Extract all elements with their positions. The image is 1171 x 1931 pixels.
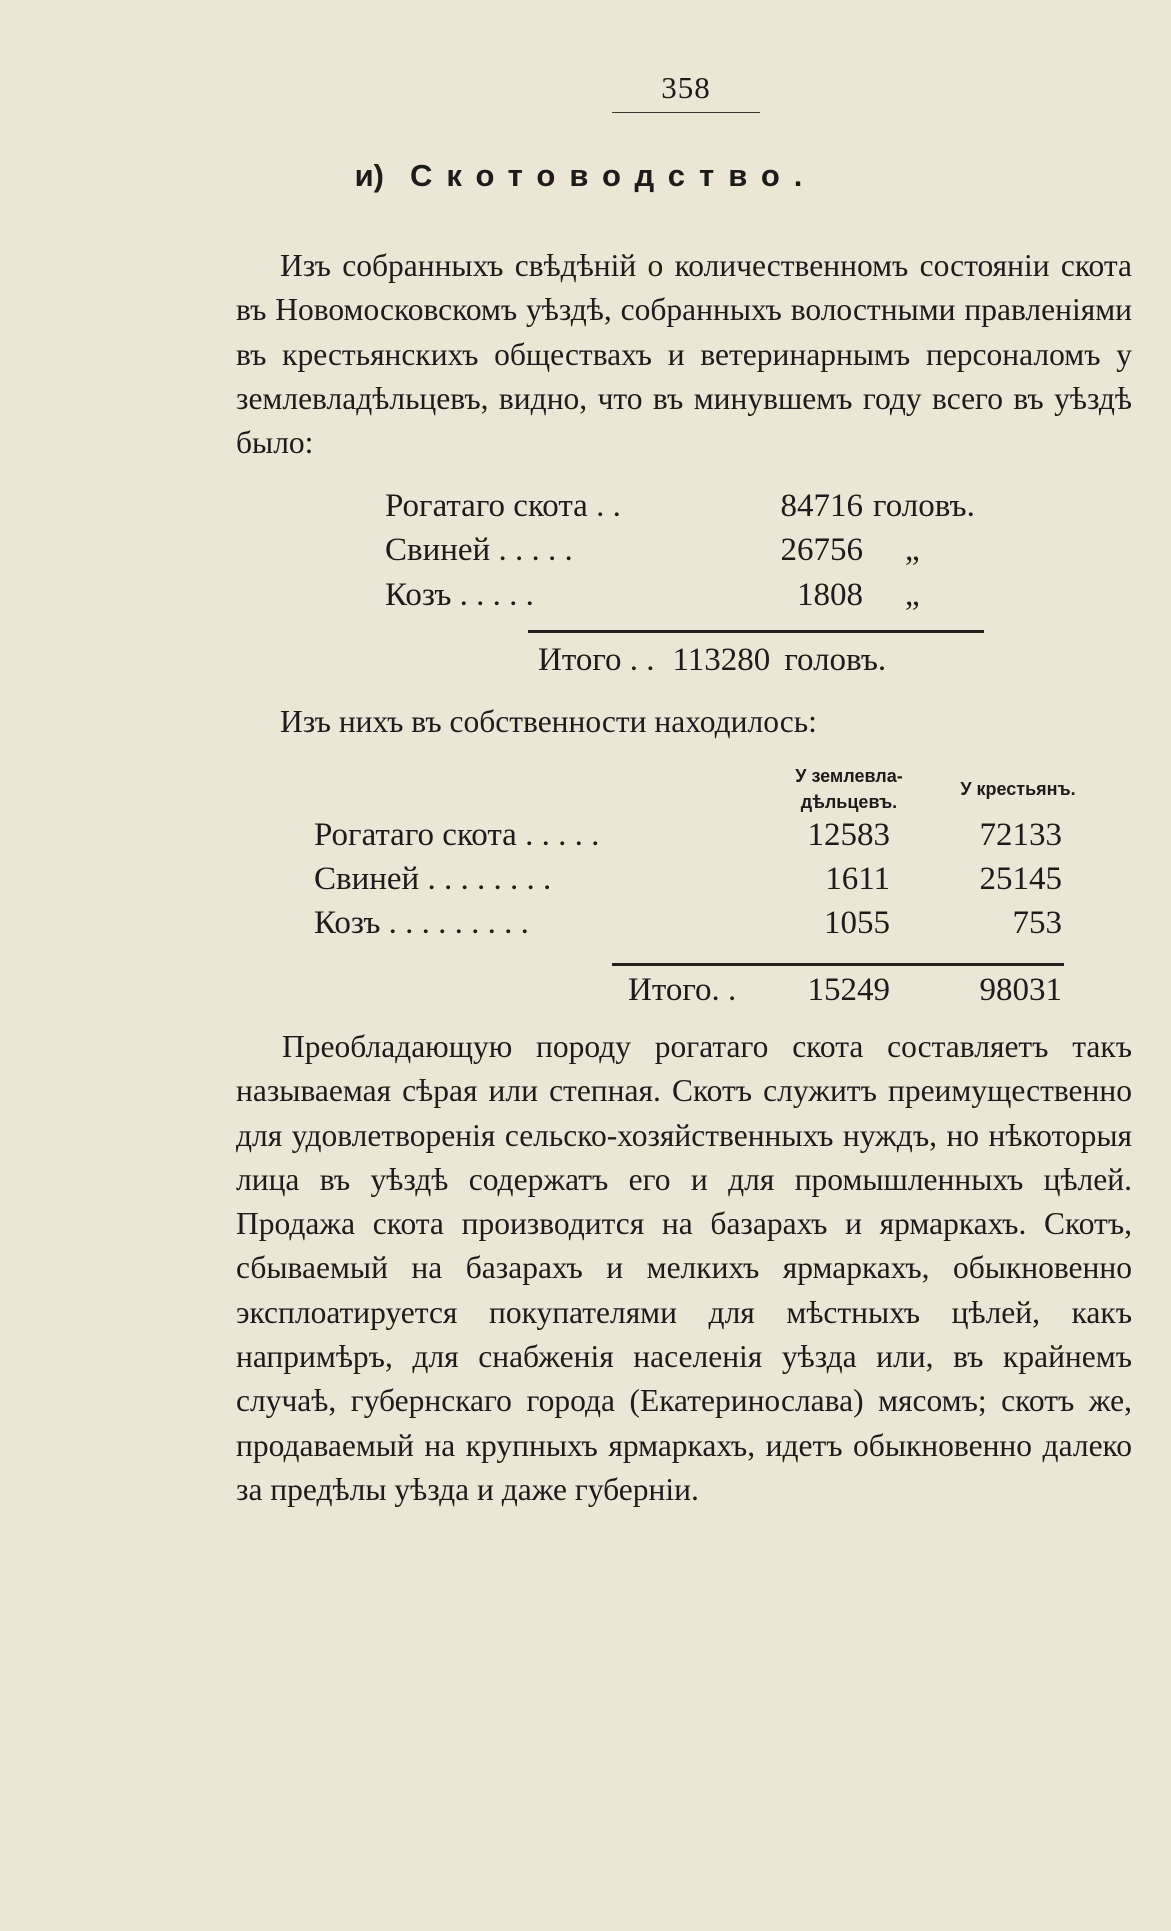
row-name: Козъ . . . . . <box>385 577 534 613</box>
sum-rule <box>612 963 1064 966</box>
total-label: Итого . . <box>538 642 655 678</box>
peasants-total: 98031 <box>979 972 1062 1008</box>
section-marker: и) <box>354 158 384 193</box>
column-header-peasants: У крестьянъ. <box>960 779 1076 799</box>
row-name: Свиней . . . . . <box>385 532 573 568</box>
total-unit: головъ. <box>784 642 887 678</box>
landowners-value: 1611 <box>825 861 890 897</box>
total-value: 113280 <box>672 642 771 678</box>
table-row <box>314 861 1064 905</box>
peasants-value: 753 <box>1012 905 1062 941</box>
sum-rule <box>528 630 984 633</box>
total-label: Итого. . <box>628 972 737 1008</box>
landowners-value: 12583 <box>807 817 890 853</box>
row-value: 1808 <box>797 577 863 613</box>
peasants-value: 72133 <box>979 817 1062 853</box>
ownership-total-row <box>628 972 1064 1016</box>
column-header-line: У землевла- <box>795 766 903 786</box>
peasants-value: 25145 <box>979 861 1062 897</box>
row-name: Козъ . . . . . . . . . <box>314 905 529 941</box>
column-header-landowners <box>774 763 924 815</box>
row-name: Свиней . . . . . . . . <box>314 861 552 897</box>
row-unit: „ <box>905 532 920 568</box>
section-title: Скотоводство. <box>409 158 817 193</box>
row-value: 26756 <box>780 532 863 568</box>
row-value: 84716 <box>780 488 863 524</box>
table-row <box>314 905 1064 949</box>
totals-total-row <box>538 642 886 679</box>
row-unit: „ <box>905 577 920 613</box>
main-paragraph: Преобладающую породу рогатаго скота составляетъ такъ называемая сѣрая или степная. Скотъ служитъ преимущественно для удовлетворенія сельско-хозяйственныхъ нуждъ, но нѣкоторыя лица въ уѣздѣ содержатъ его и для промышленныхъ цѣлей. Продажа скота производится на базарахъ и ярмаркахъ. Скотъ, сбываемый на базарахъ и мелкихъ ярмаркахъ, обыкновенно эксплоатируется покупателями для мѣстныхъ цѣлей, какъ напримѣръ, для снабженія населенія уѣзда или, въ крайнемъ случаѣ, губернскаго города (Екатеринослава) мясомъ; скотъ же, продаваемый на крупныхъ ярмаркахъ, идетъ обыкновенно далеко за предѣлы уѣзда и даже губерніи. <box>236 1029 1132 1507</box>
ownership-heading: Изъ нихъ въ собственности находилось: <box>280 704 817 739</box>
landowners-value: 1055 <box>824 905 890 941</box>
table-row <box>385 488 985 532</box>
row-unit: головъ. <box>873 488 975 524</box>
page-number: 358 <box>612 70 760 113</box>
table-row <box>385 577 985 621</box>
landowners-total: 15249 <box>807 972 890 1008</box>
row-name: Рогатаго скота . . <box>385 488 621 524</box>
table-row <box>385 532 985 576</box>
table-row <box>314 817 1064 861</box>
column-header-line: дѣльцевъ. <box>800 792 898 812</box>
section-heading <box>0 158 1171 194</box>
intro-paragraph: Изъ собранныхъ свѣдѣній о количественномъ состояніи скота въ Новомосковскомъ уѣздѣ, собранныхъ волостными правленіями въ крестьянскихъ обществахъ и ветеринарнымъ персоналомъ у землевладѣльцевъ, видно, что въ минувшемъ году всего въ уѣздѣ было: <box>236 248 1132 461</box>
row-name: Рогатаго скота . . . . . <box>314 817 600 853</box>
